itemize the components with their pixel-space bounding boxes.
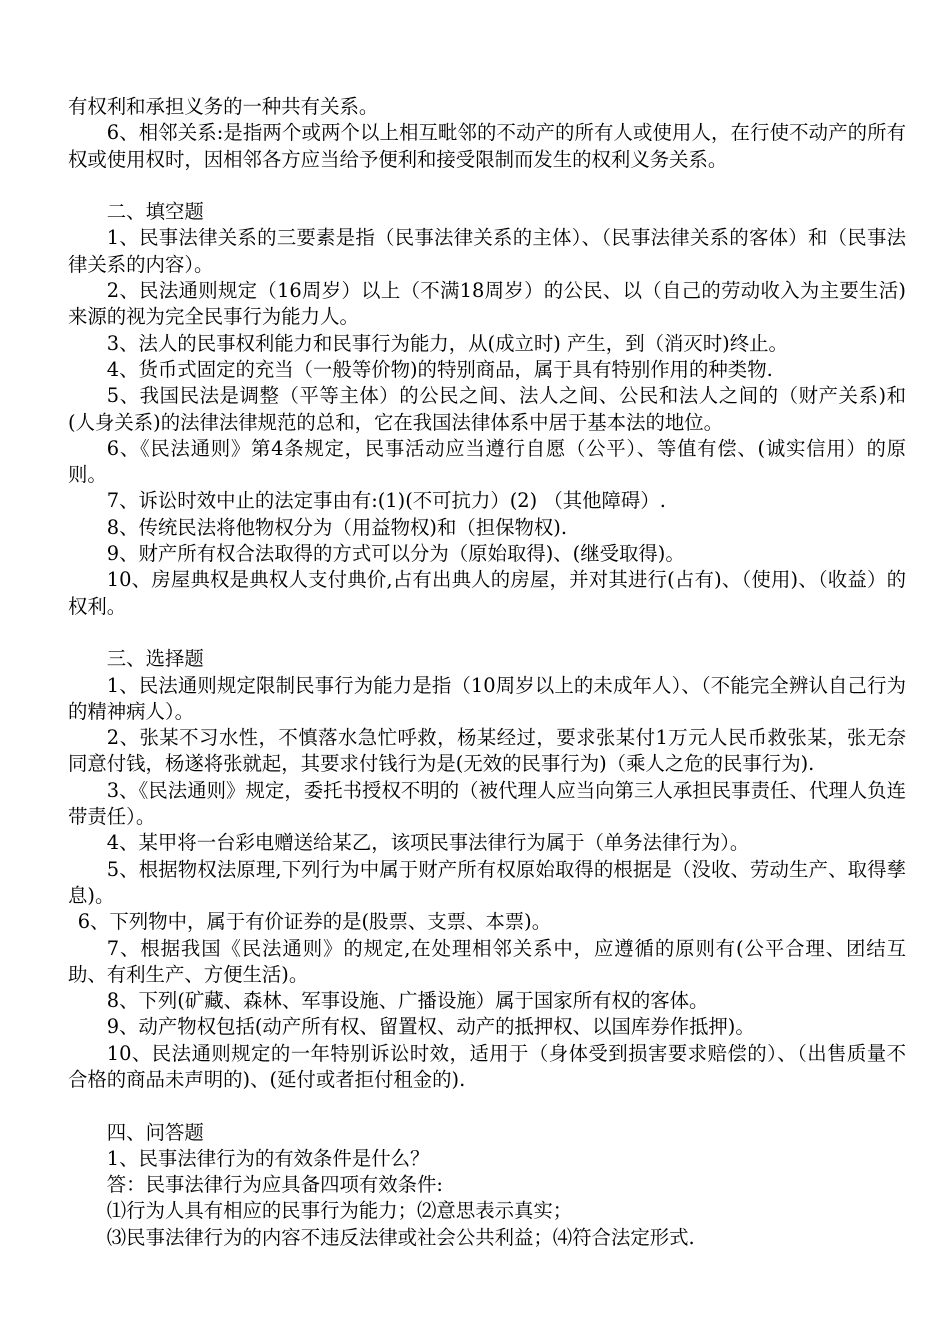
document-body [68, 94, 906, 1251]
choice-item-6: 6、下列物中，属于有价证券的是(股票、支票、本票)。 [77, 910, 552, 934]
qa-answer-line-1: ⑴行为人具有相应的民事行为能力；⑵意思表示真实； [106, 1199, 573, 1223]
paragraph-definition-6: 6、相邻关系:是指两个或两个以上相互毗邻的不动产的所有人或使用人，在行使不动产的所有权或使用权时，因相邻各方应当给予便利和接受限制而发生的权利义务关系。 [68, 121, 906, 171]
fill-blank-item-10: 10、房屋典权是典权人支付典价,占有出典人的房屋，并对其进行(占有)、（使用)、（收益）的权利。 [68, 568, 906, 618]
fill-blank-item-8: 8、传统民法将他物权分为（用益物权)和（担保物权). [106, 515, 568, 539]
choice-item-2: 2、张某不习水性，不慎落水急忙呼救，杨某经过，要求张某付1万元人民币救张某，张无奈同意付钱，杨遂将张就起，其要求付钱行为是(无效的民事行为)（乘人之危的民事行为). [68, 726, 906, 776]
fill-blank-item-7: 7、诉讼时效中止的法定事由有:(1)(不可抗力）(2) （其他障碍）. [106, 489, 666, 513]
section-heading-qa: 四、问答题 [106, 1120, 204, 1144]
choice-item-4: 4、某甲将一台彩电赠送给某乙，该项民事法律行为属于（单务法律行为）。 [106, 831, 750, 855]
fill-blank-item-2: 2、民法通则规定（16周岁）以上（不满18周岁）的公民、以（自己的劳动收入为主要生活)来源的视为完全民事行为能力人。 [68, 279, 906, 329]
fill-blank-item-3: 3、法人的民事权利能力和民事行为能力，从(成立时) 产生，到（消灭时)终止。 [106, 331, 788, 355]
fill-blank-item-5: 5、我国民法是调整（平等主体）的公民之间、法人之间、公民和法人之间的（财产关系)和(人身关系)的法律法律规范的总和，它在我国法律体系中居于基本法的地位。 [68, 384, 906, 434]
choice-item-5: 5、根据物权法原理,下列行为中属于财产所有权原始取得的根据是（没收、劳动生产、取得孳息)。 [68, 857, 906, 907]
fill-blank-item-6: 6、《民法通则》第4条规定，民事活动应当遵行自愿（公平）、等值有偿、(诚实信用）的原则。 [68, 436, 906, 487]
qa-answer-line-2: ⑶民事法律行为的内容不违反法律或社会公共利益；⑷符合法定形式. [106, 1225, 695, 1249]
section-heading-fill-blank: 二、填空题 [106, 200, 204, 224]
choice-item-8: 8、下列(矿藏、森林、军事设施、广播设施）属于国家所有权的客体。 [106, 989, 709, 1013]
choice-item-10: 10、民法通则规定的一年特别诉讼时效，适用于（身体受到损害要求赔偿的）、（出售质量不合格的商品未声明的)、(延付或者拒付租金的). [68, 1041, 906, 1091]
choice-item-1: 1、民法通则规定限制民事行为能力是指（10周岁以上的未成年人）、（不能完全辨认自己行为的精神病人）。 [68, 673, 906, 723]
blank-line [68, 620, 906, 646]
section-heading-choice: 三、选择题 [106, 647, 204, 671]
choice-item-3: 3、《民法通则》规定，委托书授权不明的（被代理人应当向第三人承担民事责任、代理人负连带责任）。 [68, 778, 906, 829]
choice-item-9: 9、动产物权包括(动产所有权、留置权、动产的抵押权、以国库券作抵押)。 [106, 1015, 755, 1039]
fill-blank-item-9: 9、财产所有权合法取得的方式可以分为（原始取得)、(继受取得)。 [106, 542, 685, 566]
blank-line [68, 1093, 906, 1119]
fill-blank-item-4: 4、货币式固定的充当（一般等价物)的特别商品，属于具有特别作用的种类物. [106, 357, 773, 381]
paragraph-continuation: 有权利和承担义务的一种共有关系。 [68, 95, 379, 118]
qa-answer-intro: 答：民事法律行为应具备四项有效条件: [106, 1173, 443, 1197]
qa-question-1: 1、民事法律行为的有效条件是什么？ [106, 1146, 430, 1170]
blank-line [68, 173, 906, 199]
fill-blank-item-1: 1、民事法律关系的三要素是指（民事法律关系的主体）、（民事法律关系的客体）和（民事法律关系的内容）。 [68, 226, 906, 276]
choice-item-7: 7、根据我国《民法通则》的规定,在处理相邻关系中，应遵循的原则有(公平合理、团结互助、有利生产、方便生活)。 [68, 936, 906, 986]
